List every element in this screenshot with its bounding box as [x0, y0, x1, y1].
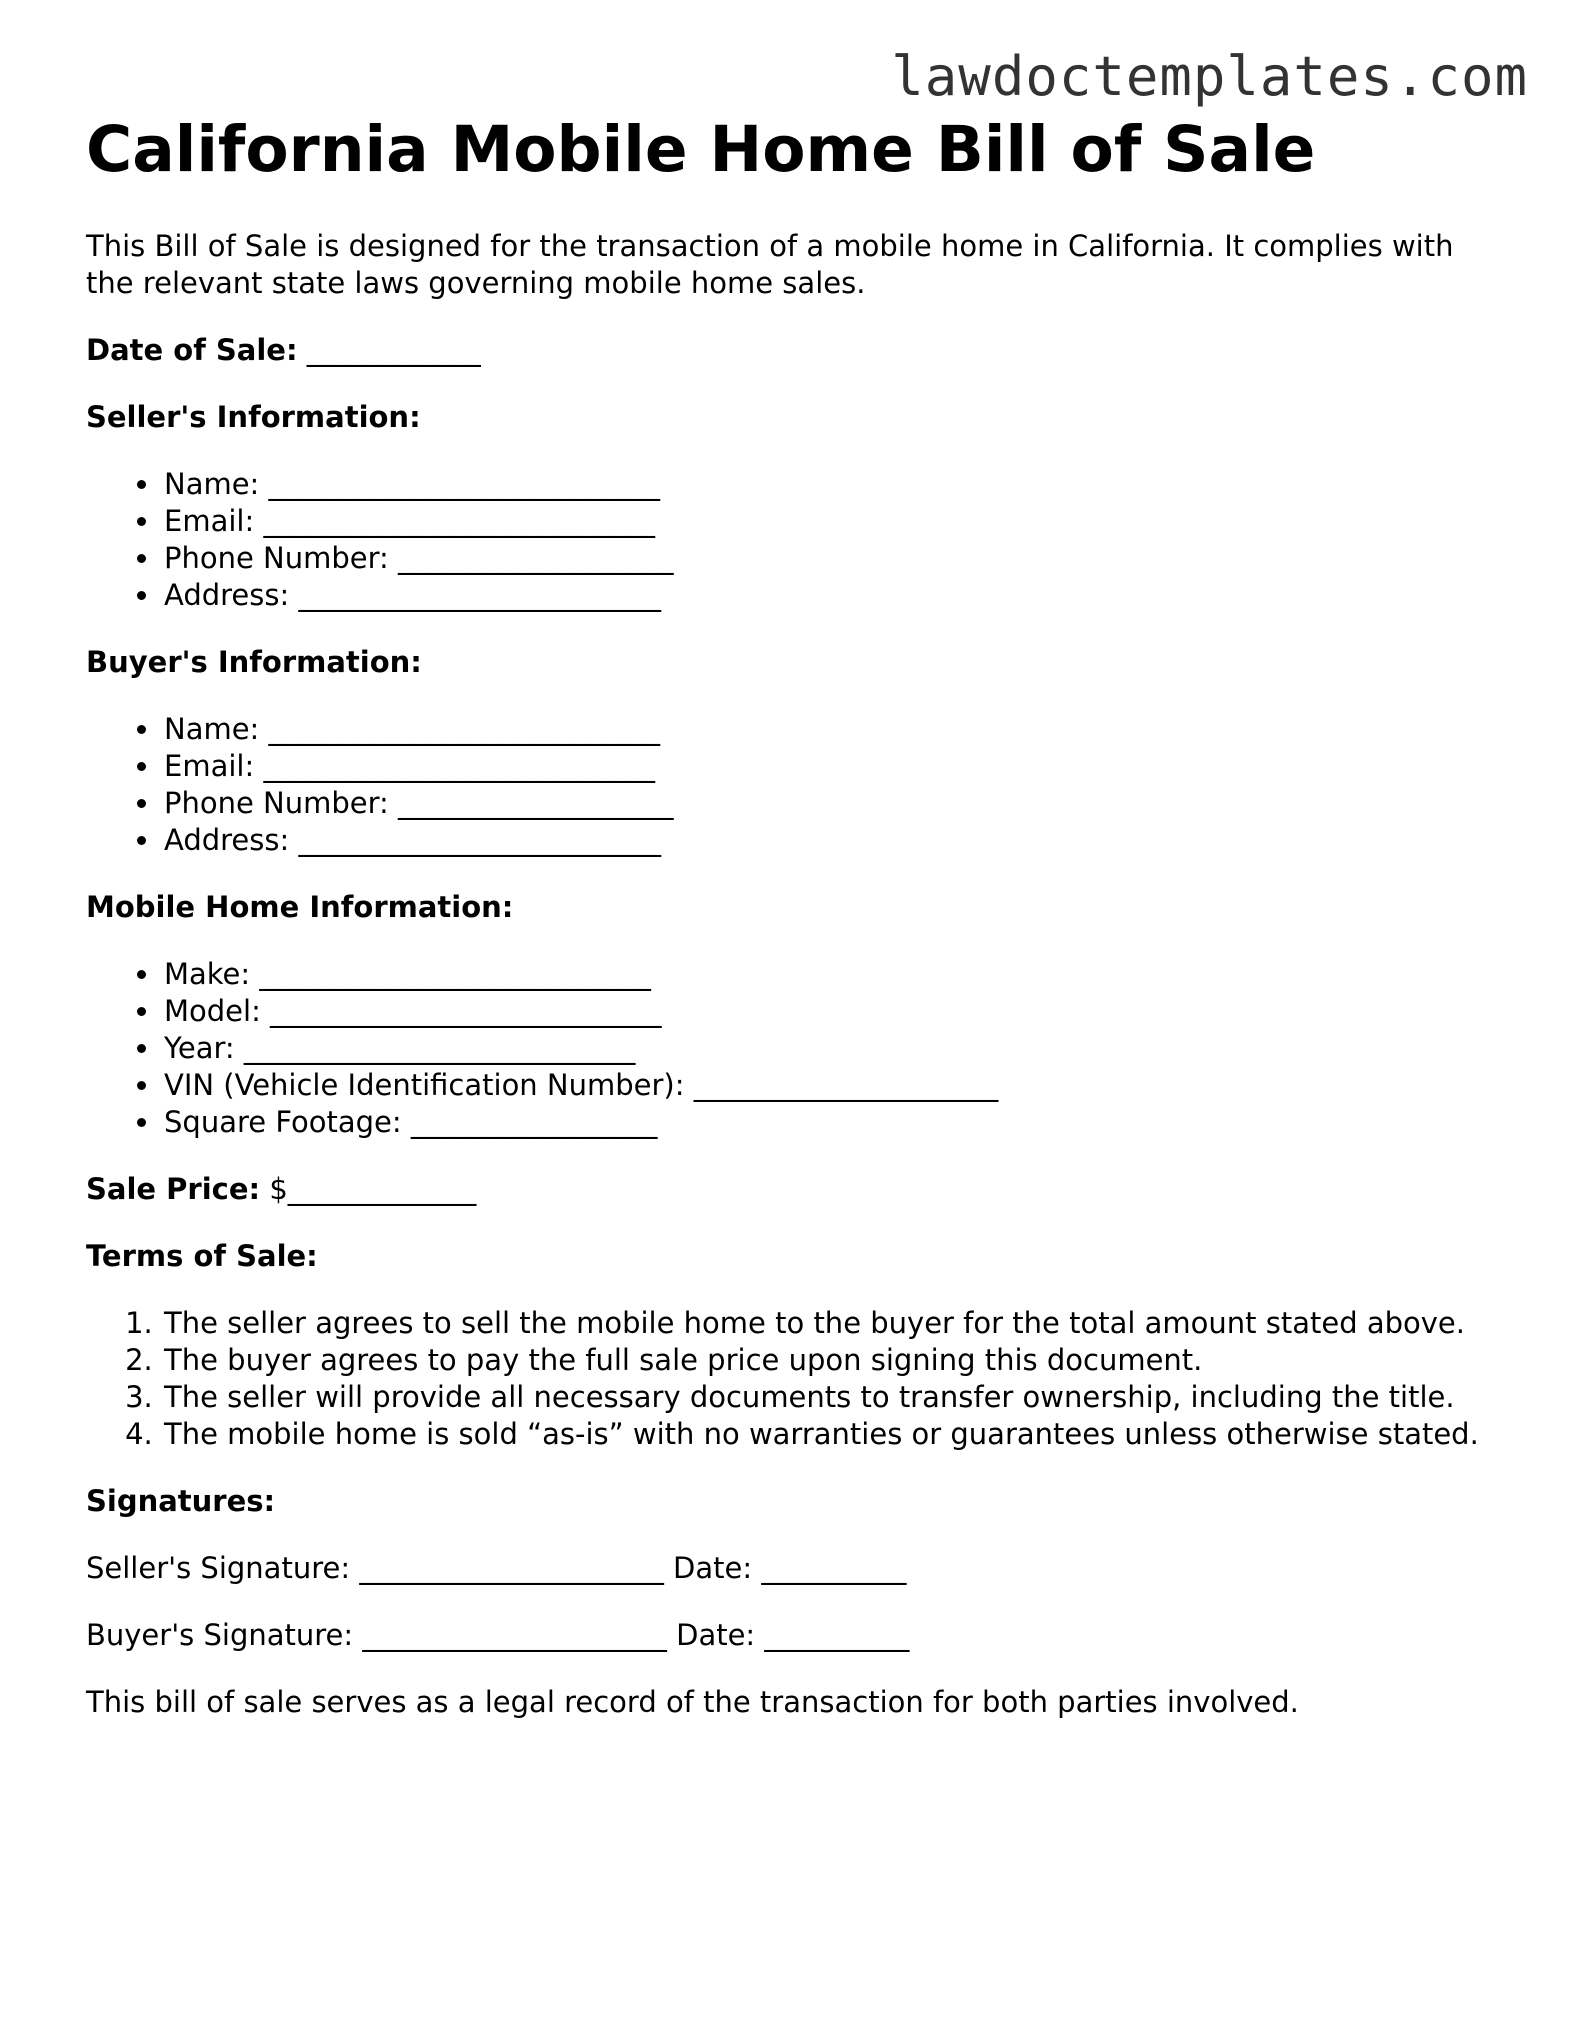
document-page	[86, 110, 1496, 1721]
signatures-heading: Signatures:	[86, 1484, 276, 1518]
model-item: • Model: ___________________________	[162, 993, 1496, 1030]
buyer-signature-line: Buyer's Signature: _____________________ Date: __________	[86, 1618, 910, 1652]
square-footage-item: • Square Footage: _________________	[162, 1104, 1496, 1141]
terms-list	[86, 1305, 1496, 1453]
seller-signature-line: Seller's Signature: _____________________ Date: __________	[86, 1551, 907, 1585]
term-item: 3. The seller will provide all necessary documents to transfer ownership, including the title.	[162, 1379, 1496, 1416]
document-title: California Mobile Home Bill of Sale	[86, 113, 1316, 186]
make-item: • Make: ___________________________	[162, 956, 1496, 993]
seller-info-list	[86, 466, 1496, 614]
date-of-sale-line	[86, 332, 1496, 369]
buyer-info-list	[86, 711, 1496, 859]
term-item: 4. The mobile home is sold “as-is” with no warranties or guarantees unless otherwise stated.	[162, 1416, 1496, 1453]
watermark: lawdoctemplates.com	[891, 45, 1528, 108]
terms-heading: Terms of Sale:	[86, 1239, 318, 1273]
date-of-sale-label: Date of Sale:	[86, 333, 298, 367]
sale-price-line	[86, 1171, 1496, 1208]
seller-info-heading: Seller's Information:	[86, 400, 421, 434]
buyer-email-item: • Email: ___________________________	[162, 748, 1496, 785]
date-of-sale-blank: ____________	[306, 333, 481, 367]
buyer-address-item: • Address: _________________________	[162, 822, 1496, 859]
sale-price-label: Sale Price:	[86, 1172, 261, 1206]
closing-paragraph: This bill of sale serves as a legal record of the transaction for both parties involved.	[86, 1685, 1299, 1719]
intro-paragraph: This Bill of Sale is designed for the transaction of a mobile home in California. It complies with the relevant state laws governing mobile home sales.	[86, 229, 1454, 300]
buyer-info-heading: Buyer's Information:	[86, 645, 422, 679]
sale-price-blank: $_____________	[269, 1172, 477, 1206]
year-item: • Year: ___________________________	[162, 1030, 1496, 1067]
seller-address-item: • Address: _________________________	[162, 577, 1496, 614]
buyer-phone-item: • Phone Number: ___________________	[162, 785, 1496, 822]
buyer-name-item: • Name: ___________________________	[162, 711, 1496, 748]
term-item: 2. The buyer agrees to pay the full sale price upon signing this document.	[162, 1342, 1496, 1379]
seller-name-item: • Name: ___________________________	[162, 466, 1496, 503]
vin-item: • VIN (Vehicle Identification Number): _____________________	[162, 1067, 1496, 1104]
mobile-home-info-list	[86, 956, 1496, 1141]
mobile-home-info-heading: Mobile Home Information:	[86, 890, 514, 924]
seller-email-item: • Email: ___________________________	[162, 503, 1496, 540]
term-item: 1. The seller agrees to sell the mobile home to the buyer for the total amount stated above.	[162, 1305, 1496, 1342]
seller-phone-item: • Phone Number: ___________________	[162, 540, 1496, 577]
